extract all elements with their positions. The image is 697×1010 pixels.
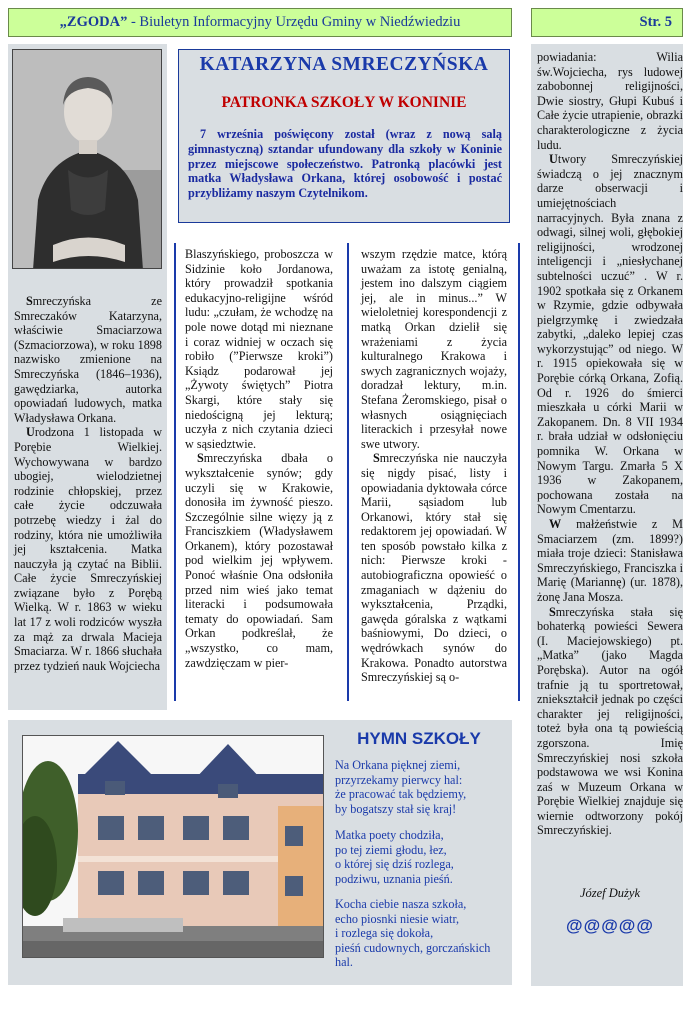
hymn-line: i rozlega się dokoła, <box>335 926 434 941</box>
article-paragraph <box>14 294 162 425</box>
hymn-line: o której się dziś rozlega, <box>335 857 454 872</box>
hymn-line: podziwu, uznania pieśń. <box>335 871 453 886</box>
paragraph-text: mreczyńska stała się bohaterką powieści Sewera (I. Maciejowskiego) pt. „Matka” (jako Magda Porębska). Autor na ogół trafnie ją tu sportretował, zniekształcił jednak po części charakter jej religijności, toteż była ona tą powieścią zgorszona. Imię Smreczyńskiej nosi szkoła podstawowa we wsi Konina zaś w Muzeum Orkana w Porębie Wielkiej znajduje się wiernie odtworzony pokój Smreczyńskiej. <box>537 604 683 838</box>
hymn-line: Matka poety chodziła, <box>335 828 444 842</box>
paragraph-text: Blaszyńskiego, proboszcza w Sidzinie koło Jordanowa, który prowadził spotkania edukacyjno-religijne wśród ludu: „czułam, że wchodzę na pole nowe dotąd mi nieznane i coraz widniej w oczach się robiło (”Pierwsze kroki”) Ksiądz podarował jej „Żywoty świętych” Piotra Skargi, które stały się niedościgną jej lekturą; uczyła z nich czytania dzieci w sąsiedztwie. <box>185 247 333 451</box>
article-paragraph <box>361 247 507 451</box>
hymn-line: hal. <box>335 955 353 970</box>
article-paragraph <box>361 451 507 685</box>
hymn-line: po tej ziemi głodu, łez, <box>335 842 447 857</box>
article-paragraph <box>14 425 162 673</box>
drop-letter: S <box>26 294 33 308</box>
article-author: Józef Dużyk <box>579 886 641 900</box>
drop-letter: S <box>549 604 556 619</box>
paragraph-text: powiadania: Wilia św.Wojciecha, rys ludowej zabobonnej religijności, Dwie siostry, Głupi Kubuś i Całe życie utrapienie, obrazki charakterologiczne z życia ludu. <box>537 50 683 152</box>
header-zgoda: „ZGODA” <box>59 14 128 30</box>
paragraph-text: mreczyńska nie nauczyła się nigdy pisać, listy i opowiadania dyktowała córce Marii, sąsiadom lub Orkanowi, który stał się redaktorem jej opowiadań. W ten sposób powstało kilka z nich: Pierwsze kroki - autobiograficzna opowieść o zmaganiach w dążeniu do wykształcenia, Prządki, gawęda góralska z wątkami baśniowymi, Do dzieci, o wędrówkach synów do Krakowa. Ponadto autorstwa Smreczyńskiej są o- <box>361 451 507 685</box>
article-column-1 <box>14 294 162 673</box>
article-subtitle: PATRONKA SZKOŁY W KONINIE <box>221 94 467 111</box>
paragraph-text: małżeństwie z M Smaciarzem (zm. 1899?) miała troje dzieci: Stanisława Smreczyńskiego, Franciszka i Marię (Mariannę) (ur. 1878), żonę Jana Mosza. <box>537 517 683 604</box>
hymn-title: HYMN SZKOŁY <box>357 729 481 748</box>
drop-letter: S <box>373 451 380 466</box>
column-divider <box>518 243 520 701</box>
hymn-line: Na Orkana pięknej ziemi, <box>335 758 461 772</box>
header-subtitle: - Biuletyn Informacyjny Urzędu Gminy w Niedźwiedziu <box>127 14 461 30</box>
article-column-3 <box>361 247 507 685</box>
article-paragraph <box>537 50 683 152</box>
portrait-photo <box>12 49 162 269</box>
column-divider <box>174 243 176 701</box>
hymn-stanza-3 <box>335 897 513 970</box>
bulletin-header <box>8 8 512 37</box>
hymn-stanza-2 <box>335 828 513 886</box>
school-building-illustration <box>23 736 324 958</box>
article-lead: 7 września poświęcony został (wraz z nową salą gimnastyczną) sztandar ufundowany dla szkoły w Koninie przez miejscowe społeczeństwo. Patronką placówki jest matka Władysława Orkana, której osobowość i postać przybliżamy naszym Czytelnikom. <box>188 127 502 201</box>
hymn-line: Kocha ciebie nasza szkoła, <box>335 897 467 911</box>
article-paragraph <box>537 517 683 605</box>
drop-letter: U <box>549 152 558 167</box>
portrait-illustration <box>13 50 162 269</box>
end-ornament: @@@@@ <box>566 916 654 935</box>
hymn-line: że pracować tak będziemy, <box>335 787 467 802</box>
drop-letter: W <box>549 517 562 531</box>
paragraph-text: mreczyńska dbała o wykształcenie synów; gdy uczyli się w Krakowie, donosiła im żywność pieszo. Szczególnie silne więzy ją z Franciszkiem (Władysławem Orkanem), który pozostawał pod wielkim jej wpływem. Ponoć właśnie Ona odsłoniła przed nim wieś jako temat literacki i podsumowała tematy do opowiadań. Sam Orkan podkreślał, że „wszystko, co mam, zawdzięczam w pier- <box>185 451 333 670</box>
article-paragraph <box>185 451 333 670</box>
hymn-line: by bogatszy stał się kraj! <box>335 801 457 816</box>
drop-letter: U <box>26 425 35 440</box>
page-number: Str. 5 <box>531 8 683 37</box>
hymn-line: przyrzekamy pierwcy hal: <box>335 772 463 787</box>
paragraph-text: rodzona 1 listopada w Porębie Wielkiej. Wychowywana w bardzo ubogiej, wielodzietnej rodzinie chłopskiej, przez całe życie odczuwała potrzebę wiedzy i żal do rodziny, która nie umożliwiła jej kształcenia. Matka nauczyła ją czytać na Biblii. Całe życie Smreczyńskiej związane było z Porębą Wielką. W r. 1863 w wieku lat 17 z woli rodziców wyszła za mąż za drwala Macieja Smaciarza. W r. 1866 słuchała przez tydzień nauk Wojciecha <box>14 425 162 673</box>
article-paragraph <box>185 247 333 451</box>
paragraph-text: mreczyńska ze Smreczaków Katarzyna, właściwie Smaciarzowa (Szmaciorzowa), w roku 1898 nazwisko zmienione na Smreczyńska (1846–1936), gawędziarka, autorka opowiadań ludowych, matka Władysława Orkana. <box>14 294 162 425</box>
hymn-line: pieśń cudownych, gorczańskich <box>335 940 491 955</box>
column-divider <box>347 243 349 701</box>
drop-letter: S <box>197 451 204 466</box>
paragraph-text: twory Smreczyńskiej świadczą o jej znacznym darze obserwacji i umiejętnościach narracyjnych. Była znana z odwagi, silnej woli, głębokiej religijności, wrodzonej inteligencji i „niesłychanej subtelności uczuć” . W r. 1902 spotkała się z Orkanem w Rzymie, gdzie odbywała pielgrzymkę i zwiedzała zabytki, „daleko lepiej czas wykorzystując” od niego. W r. 1915 opiekowała się w Porębie córką Orkana, Zofią. Od r. 1926 do śmierci mieszkała u córki Marii w Zakopanem. Dn. 8 VII 1934 r. brała udział w odsłonięciu pomnika W. Orkana w Nowym Targu. Zmarła 5 X 1936 w Zakopanem, pochowana została na Nowym Cmentarzu. <box>537 152 683 517</box>
paragraph-text: wszym rzędzie matce, którą uważam za istotę genialną, jestem ino dalszym ciągiem jej, ale in minus...” W wieloletniej korespondencji z matką Orkan dzielił się wrażeniami z życia kulturalnego Krakowa i swych zagranicznych wojaży, doradzał lektury, m.in. Stefana Żeromskiego, pisał o własnych osiągnięciach literackich i przesyłał nowe swe utwory. <box>361 247 507 451</box>
article-paragraph <box>537 152 683 517</box>
article-column-4 <box>537 50 683 838</box>
article-paragraph <box>537 605 683 839</box>
hymn-line: echo piosnki niesie wiatr, <box>335 911 460 926</box>
school-building-photo <box>22 735 324 958</box>
article-column-2 <box>185 247 333 670</box>
hymn-stanza-1 <box>335 758 513 816</box>
article-title: KATARZYNA SMRECZYŃSKA <box>199 54 489 75</box>
